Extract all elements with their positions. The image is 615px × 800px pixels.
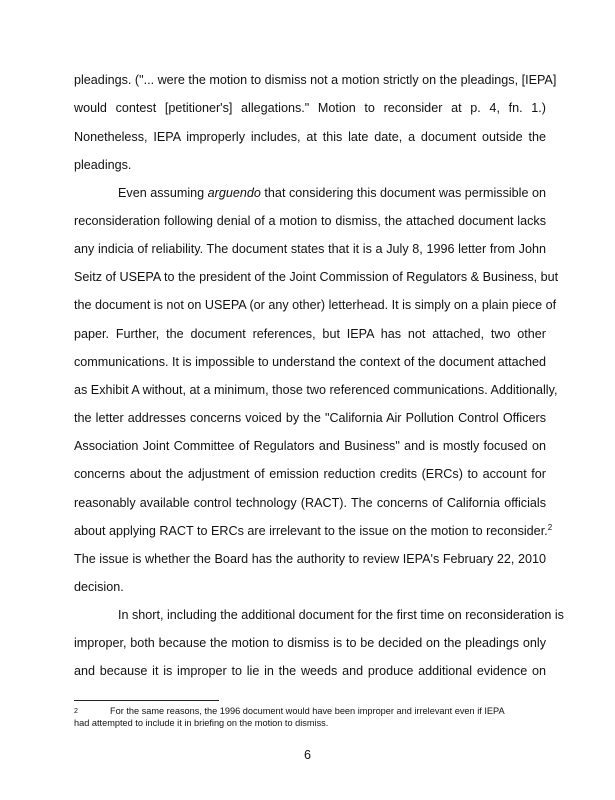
footnote-number: 2 <box>74 708 78 715</box>
footnote-line-2: had attempted to include it in briefing on the motion to dismiss. <box>74 718 329 728</box>
paragraph-1-line-4: pleadings. <box>74 158 132 172</box>
page-number: 6 <box>303 748 311 762</box>
footnote-text: For the same reasons, the 1996 document would have been improper and irrelevant even if IEPA <box>110 706 505 716</box>
paragraph-2-line-8: as Exhibit A without, at a minimum, those two referenced communications. Additionally, <box>74 383 558 397</box>
paragraph-2-line-11: concerns about the adjustment of emission reduction credits (ERCs) to account for <box>74 467 546 481</box>
paragraph-2-line-15: decision. <box>74 580 124 594</box>
paragraph-2-text: that considering this document was permissible on <box>260 186 547 200</box>
paragraph-2-line-2: reconsideration following denial of a motion to dismiss, the attached document lacks <box>74 214 546 228</box>
paragraph-2-text: Even assuming <box>118 186 208 200</box>
footnote-reference: 2 <box>547 522 553 532</box>
paragraph-2-line-12: reasonably available control technology (RACT). The concerns of California officials <box>74 496 546 510</box>
paragraph-2-line-13 <box>74 522 553 538</box>
paragraph-2-line-6: paper. Further, the document references, but IEPA has not attached, two other <box>74 327 546 341</box>
paragraph-2-line-1 <box>118 186 546 200</box>
paragraph-2-line-3: any indicia of reliability. The document states that it is a July 8, 1996 letter from John <box>74 242 546 256</box>
paragraph-2-text: about applying RACT to ERCs are irrelevant to the issue on the motion to reconsider. <box>74 524 548 538</box>
paragraph-1-line-3: Nonetheless, IEPA improperly includes, at this late date, a document outside the <box>74 130 546 144</box>
paragraph-3-line-1: In short, including the additional document for the first time on reconsideration is <box>118 608 564 622</box>
paragraph-3-line-3: and because it is improper to lie in the weeds and produce additional evidence on <box>74 664 546 678</box>
paragraph-2-line-4: Seitz of USEPA to the president of the Joint Commission of Regulators & Business, but <box>74 270 559 284</box>
paragraph-2-line-7: communications. It is impossible to understand the context of the document attached <box>74 355 546 369</box>
paragraph-2-line-10: Association Joint Committee of Regulators and Business" and is mostly focused on <box>74 439 546 453</box>
footnote-divider <box>74 700 219 701</box>
paragraph-2-line-14: The issue is whether the Board has the authority to review IEPA's February 22, 2010 <box>74 552 546 566</box>
paragraph-1-line-1: pleadings. ("... were the motion to dismiss not a motion strictly on the pleadings, [IEPA] <box>74 73 557 87</box>
paragraph-1-line-2: would contest [petitioner's] allegations." Motion to reconsider at p. 4, fn. 1.) <box>74 101 546 115</box>
footnote-line-1 <box>74 706 546 717</box>
paragraph-2-line-9: the letter addresses concerns voiced by the "California Air Pollution Control Officers <box>74 411 546 425</box>
paragraph-3-line-2: improper, both because the motion to dismiss is to be decided on the pleadings only <box>74 636 546 650</box>
italic-term: arguendo <box>207 186 261 200</box>
paragraph-2-line-5: the document is not on USEPA (or any other) letterhead. It is simply on a plain piece of <box>74 298 557 312</box>
